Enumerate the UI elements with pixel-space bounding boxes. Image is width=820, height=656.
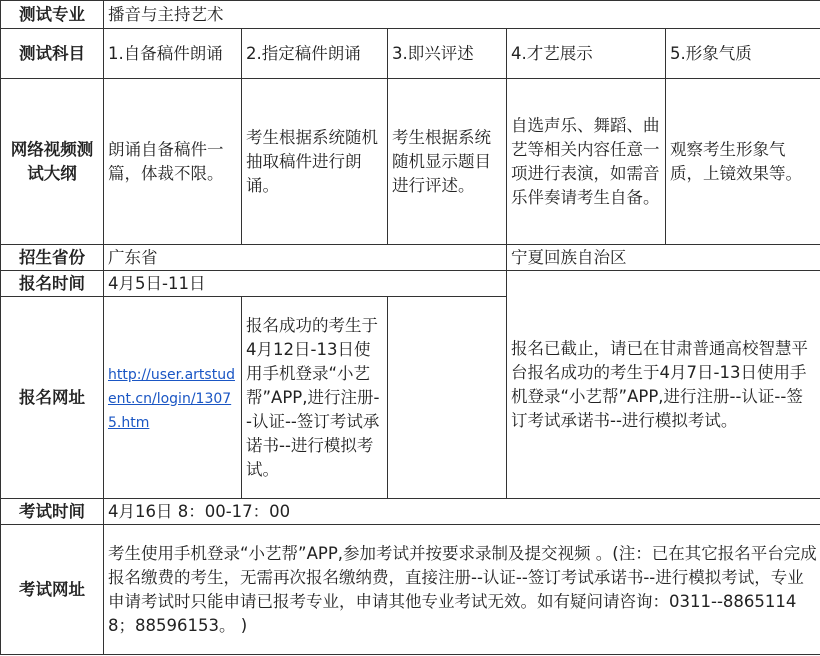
reg-time-row xyxy=(1,271,820,297)
subject-item: 3.即兴评述 xyxy=(388,29,507,79)
province-left: 广东省 xyxy=(104,245,507,271)
exam-url-label: 考试网址 xyxy=(1,525,104,655)
exam-url-value: 考生使用手机登录“小艺帮”APP,参加考试并按要求录制及提交视频 。(注：已在其它报名平台完成报名缴费的考生，无需再次报名缴纳费，直接注册--认证--签订考试承诺书--进行模拟考试，专业申请考试时只能申请已报考专业，申请其他专业考试无效。如有疑问请咨询：0311--88651148；88596153。 ) xyxy=(104,525,820,655)
outline-item: 自选声乐、舞蹈、曲艺等相关内容任意一项进行表演，如需音乐伴奏请考生自备。 xyxy=(507,79,666,245)
reg-time-value: 4月5日-11日 xyxy=(104,271,507,297)
province-label: 招生省份 xyxy=(1,245,104,271)
subject-item: 2.指定稿件朗诵 xyxy=(242,29,388,79)
exam-time-row xyxy=(1,499,820,525)
exam-time-value: 4月16日 8：00-17：00 xyxy=(104,499,820,525)
exam-time-label: 考试时间 xyxy=(1,499,104,525)
province-row xyxy=(1,245,820,271)
subject-item: 1.自备稿件朗诵 xyxy=(104,29,242,79)
province-right: 宁夏回族自治区 xyxy=(507,245,820,271)
major-row xyxy=(1,1,820,29)
major-value: 播音与主持艺术 xyxy=(104,1,820,29)
reg-url-cell xyxy=(104,297,242,499)
outline-label: 网络视频测试大纲 xyxy=(1,79,104,245)
empty-cell xyxy=(388,297,507,499)
reg-closed-note: 报名已截止，请已在甘肃普通高校智慧平台报名成功的考生于4月7日-13日使用手机登录“小艺帮”APP,进行注册--认证--签订考试承诺书--进行模拟考试。 xyxy=(507,271,820,499)
outline-item: 朗诵自备稿件一篇，体裁不限。 xyxy=(104,79,242,245)
major-label: 测试专业 xyxy=(1,1,104,29)
subject-item: 4.才艺展示 xyxy=(507,29,666,79)
outline-item: 考生根据系统随机显示题目进行评述。 xyxy=(388,79,507,245)
outline-row xyxy=(1,79,820,245)
reg-url-label: 报名网址 xyxy=(1,297,104,499)
subject-item: 5.形象气质 xyxy=(666,29,820,79)
exam-url-row xyxy=(1,525,820,655)
registration-link[interactable]: http://user.artstudent.cn/login/13075.htm xyxy=(108,366,235,431)
reg-time-label: 报名时间 xyxy=(1,271,104,297)
outline-item: 观察考生形象气质，上镜效果等。 xyxy=(666,79,820,245)
outline-item: 考生根据系统随机抽取稿件进行朗诵。 xyxy=(242,79,388,245)
reg-app-note: 报名成功的考生于4月12日-13日使用手机登录“小艺帮”APP,进行注册--认证--签订考试承诺书--进行模拟考试。 xyxy=(242,297,388,499)
subjects-label: 测试科目 xyxy=(1,29,104,79)
subjects-row xyxy=(1,29,820,79)
